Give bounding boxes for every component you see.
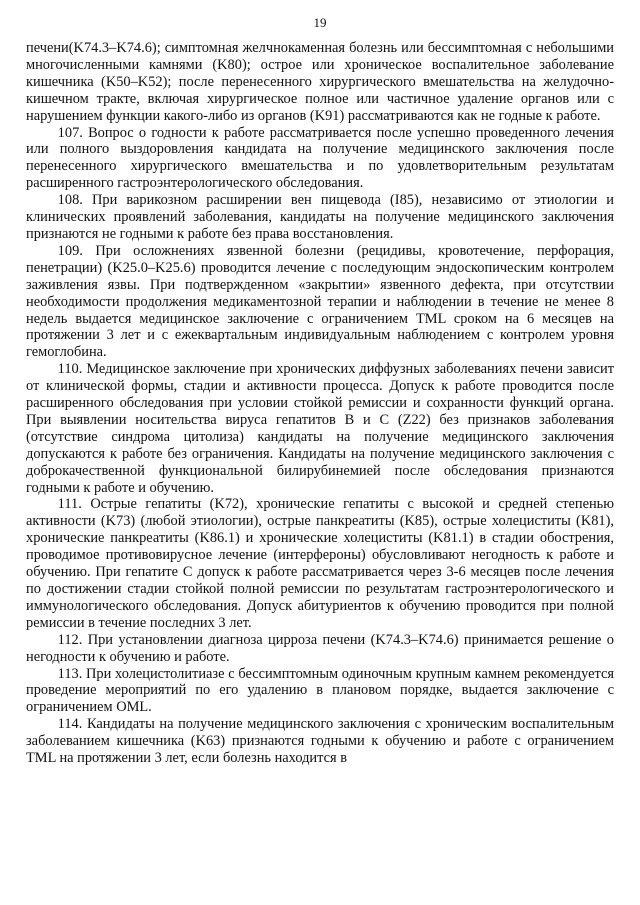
- paragraph-112: 112. При установлении диагноза цирроза печени (K74.3–K74.6) принимается решение о негодности к обучению и работе.: [26, 631, 614, 665]
- paragraph-continuation: печени(K74.3–K74.6); симптомная желчнокаменная болезнь или бессимптомная с небольшими многочисленными камнями (K80); острое или хроническое воспалительное заболевание кишечника (K50–K52); после перенесенного хирургического вмешательства на желудочно-кишечном тракте, включая хирургическое полное или частичное удаление органов или с нарушением функции какого-либо из органов (K91) рассматриваются как не годные к работе.: [26, 40, 614, 124]
- paragraph-109: 109. При осложнениях язвенной болезни (рецидивы, кровотечение, перфорация, пенетрации) (K25.0–K25.6) проводится лечение с последующим эндоскопическим контролем заживления язвы. При подтвержденном «закрытии» язвенного дефекта, при отсутствии необходимости продолжения медикаментозной терапии и наблюдении в течение не менее 8 недель выдается медицинское заключение с ограничением TML сроком на 6 месяцев на протяжении 3 лет и с ежеквартальным индивидуальным наблюдением с контролем уровня гемоглобина.: [26, 242, 614, 361]
- paragraph-108: 108. При варикозном расширении вен пищевода (I85), независимо от этиологии и клинических проявлений заболевания, кандидаты на получение медицинского заключения признаются не годными к работе без права восстановления.: [26, 192, 614, 242]
- paragraph-114: 114. Кандидаты на получение медицинского заключения с хроническим воспалительным заболеванием кишечника (K63) признаются годными к обучению и работе с ограничением TML на протяжении 3 лет, если болезнь находится в: [26, 716, 614, 767]
- paragraph-113: 113. При холецистолитиазе с бессимптомным одиночным крупным камнем рекомендуется проведение мероприятий по его удалению в плановом порядке, выдается заключение с ограничением OML.: [26, 665, 614, 716]
- paragraph-110: 110. Медицинское заключение при хронических диффузных заболеваниях печени зависит от клинической формы, стадии и активности процесса. Допуск к работе проводится после расширенного обследования при условии стойкой ремиссии и сохранности функций органа. При выявлении носительства вируса гепатитов B и C (Z22) без признаков заболевания (отсутствие синдрома цитолиза) кандидаты на получение медицинского заключения допускаются к работе без ограничения. Кандидаты на получение медицинского заключения с доброкачественной функциональной билирубинемией после обследования признаются годными к работе и обучению.: [26, 361, 614, 496]
- paragraph-111: 111. Острые гепатиты (K72), хронические гепатиты с высокой и средней степенью активности (K73) (любой этиологии), острые панкреатиты (K85), острые холециститы (K81), хронические панкреатиты (K86.1) и хронические холециститы (K81.1) в стадии обострения, проводимое противовирусное лечение (интерфероны) обусловливают негодность к работе и обучению. При гепатите C допуск к работе рассматривается через 3-6 месяцев после лечения по достижении стадии стойкой полной ремиссии по результатам гастроэнтерологического и иммунологического обследования. Допуск абитуриентов к обучению проводится при полной ремиссии в течение последних 3 лет.: [26, 496, 614, 631]
- paragraph-107: 107. Вопрос о годности к работе рассматривается после успешно проведенного лечения или полного выздоровления кандидата на получение медицинского заключения после перенесенного хирургического вмешательства и по удовлетворительным результатам расширенного гастроэнтерологического обследования.: [26, 124, 614, 192]
- page-number: 19: [313, 15, 327, 30]
